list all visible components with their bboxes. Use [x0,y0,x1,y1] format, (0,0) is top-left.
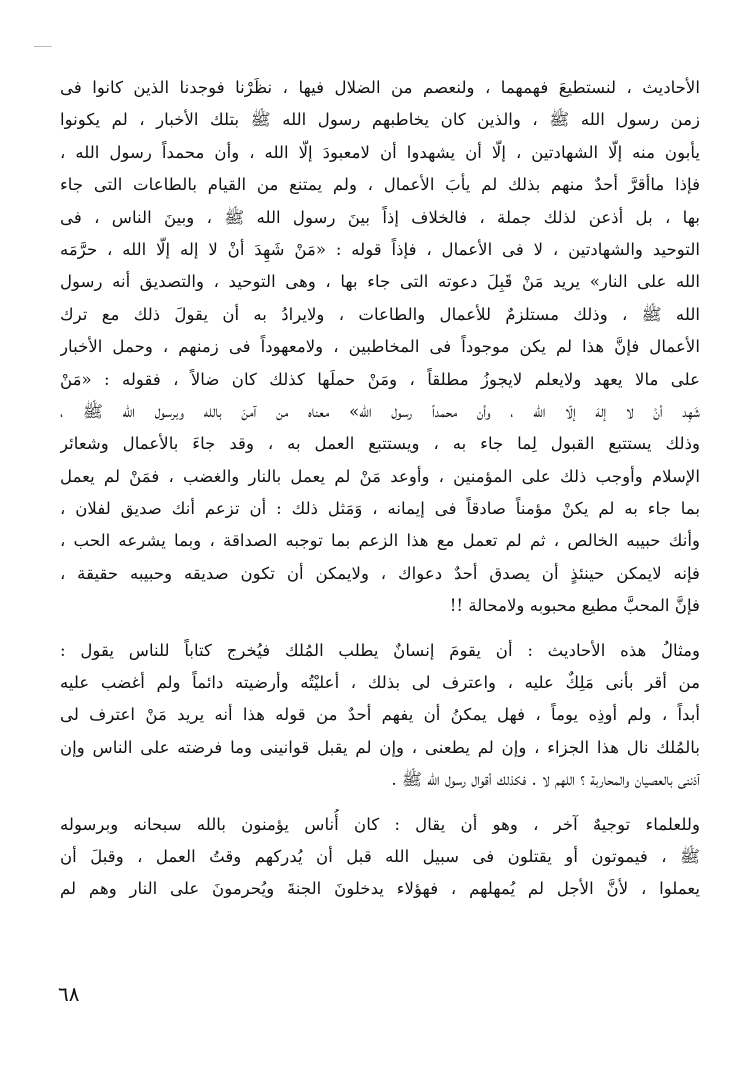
text-line: وأنك حبيبه الخالص ، ثم لم تعمل مع هذا الزعم بما توجبه الصداقة ، وبما يشرعه الحب ، [60,531,700,551]
text-line: زمن رسول الله ﷺ ، والذين كان يخاطبهم رسول الله ﷺ بتلك الأخبار ، لم يكونوا [60,110,700,130]
text-line-hadith: الله على النار» يريد مَنْ قَبِلَ دعوته التى جاء بها ، وهى التوحيد ، والتصديق أنه رسول [60,272,700,292]
text-line: وللعلماء توجيهٌ آخر ، وهو أن يقال : كان أُناس يؤمنون بالله سبحانه وبرسوله [60,814,700,834]
page-body [60,72,700,906]
page-number: ٦٨ [58,982,80,1006]
text-line-hadith: شَهِد أنْ لا إلهَ إلّا الله ، وأن محمداً رسول الله» معناه من آمنَ بالله وبرسول الله ﷺ ، [60,401,700,421]
paragraph-3 [60,809,700,906]
text-line: الأحاديث ، لنستطيعَ فهمهما ، ولنعصم من الضلال فيها ، نظَرْنا فوجدنا الذين كانوا فى [60,78,700,97]
text-line: فإنه لايمكن حينئذٍ أن يصدق أحدٌ دعواك ، ولايمكن أن تكون صديقه وحبيبه حقيقة ، [60,563,700,583]
text-line: يأبون منه إلّا الشهادتين ، إلّا أن يشهدوا أن لامعبودَ إلّا الله ، وأن محمداً رسول الله ، [60,142,700,162]
text-line: بما جاء به لم يكنْ مؤمناً صادقاً فى إيمانه ، وَمَثل ذلك : أن تزعم أنك صديق لفلان ، [60,499,700,519]
text-line: من أقر بأنى مَلِكٌ عليه ، واعترف لى بذلك ، أعليْتُه وأرضيته دائماً ولم أغضب عليه [60,673,700,693]
paragraph-1 [60,72,700,623]
text-line: فإنَّ المحبَّ مطيع محبوبه ولامحالة !! [449,596,700,616]
text-line: آذننى بالعصيان والمحاربة ؟ اللهم لا . فكذلك أقوال رسول الله ﷺ . [391,770,700,790]
text-line: بالمُلك نال هذا الجزاء ، وإن لم يطعنى ، وإن لم يقبل قوانينى وما فرضته على الناس وإن [60,737,700,757]
paragraph-spacer [60,623,700,635]
text-line: ومثالُ هذه الأحاديث : أن يقومَ إنسانٌ يطلب المُلك فيُخرج كتاباً للناس يقول : [60,640,700,660]
text-line: على مالا يعهد ولايعلم لايجوزُ مطلقاً ، ومَنْ حملَها كذلك كان ضالاً ، فقوله : «مَنْ [60,369,700,389]
text-line: الله ﷺ ، وذلك مستلزمٌ للأعمال والطاعات ، ولايرادُ به أن يقولَ ذلك مع ترك [60,304,700,324]
text-line: فإذا ماأقرَّ أحدٌ منهم بذلك لم يأبَ الأعمال ، ولم يمتنع من القيام بالطاعات التى جاء [60,175,700,195]
text-line-hadith: التوحيد والشهادتين ، لا فى الأعمال ، فإذاً قوله : «مَنْ شَهِدَ أنْ لا إله إلّا الله ، حرَّمَه [60,239,700,259]
text-line: الإسلام وأوجب ذلك على المؤمنين ، وأوعد مَنْ لم يعمل بالنار والغضب ، فمَنْ لم يعمل [60,466,700,486]
text-line: الأعمال فإنَّ هذا لم يكن موجوداً فى المخاطبين ، ولامعهوداً فى زمنهم ، وحمل الأخبار [60,337,700,357]
text-line: بها ، بل أذعن لذلك جملة ، فالخلاف إذاً بينَ رسول الله ﷺ ، وبينَ الناس ، فى [60,207,700,227]
text-line: وذلك يستتبع القبول لِما جاء به ، ويستتبع العمل به ، وقد جاءَ بالأعمال وشعائر [60,434,700,454]
paragraph-spacer [60,797,700,809]
text-line: ﷺ ، فيموتون أو يقتلون فى سبيل الله قبل أن يُدركهم وقتُ العمل ، وقبلَ أن [60,846,700,866]
text-line: أبداً ، ولم أوذِه يوماً ، فهل يمكنُ أن يفهم أحدٌ من قوله هذا أنه يريد مَنْ اعترف لى [60,705,700,725]
scan-mark [34,46,52,47]
text-line: يعملوا ، لأنَّ الأجل لم يُمهلهم ، فهؤلاء يدخلونَ الجنةَ ويُحرمونَ على النار وهم لم [60,879,700,899]
paragraph-2 [60,635,700,797]
